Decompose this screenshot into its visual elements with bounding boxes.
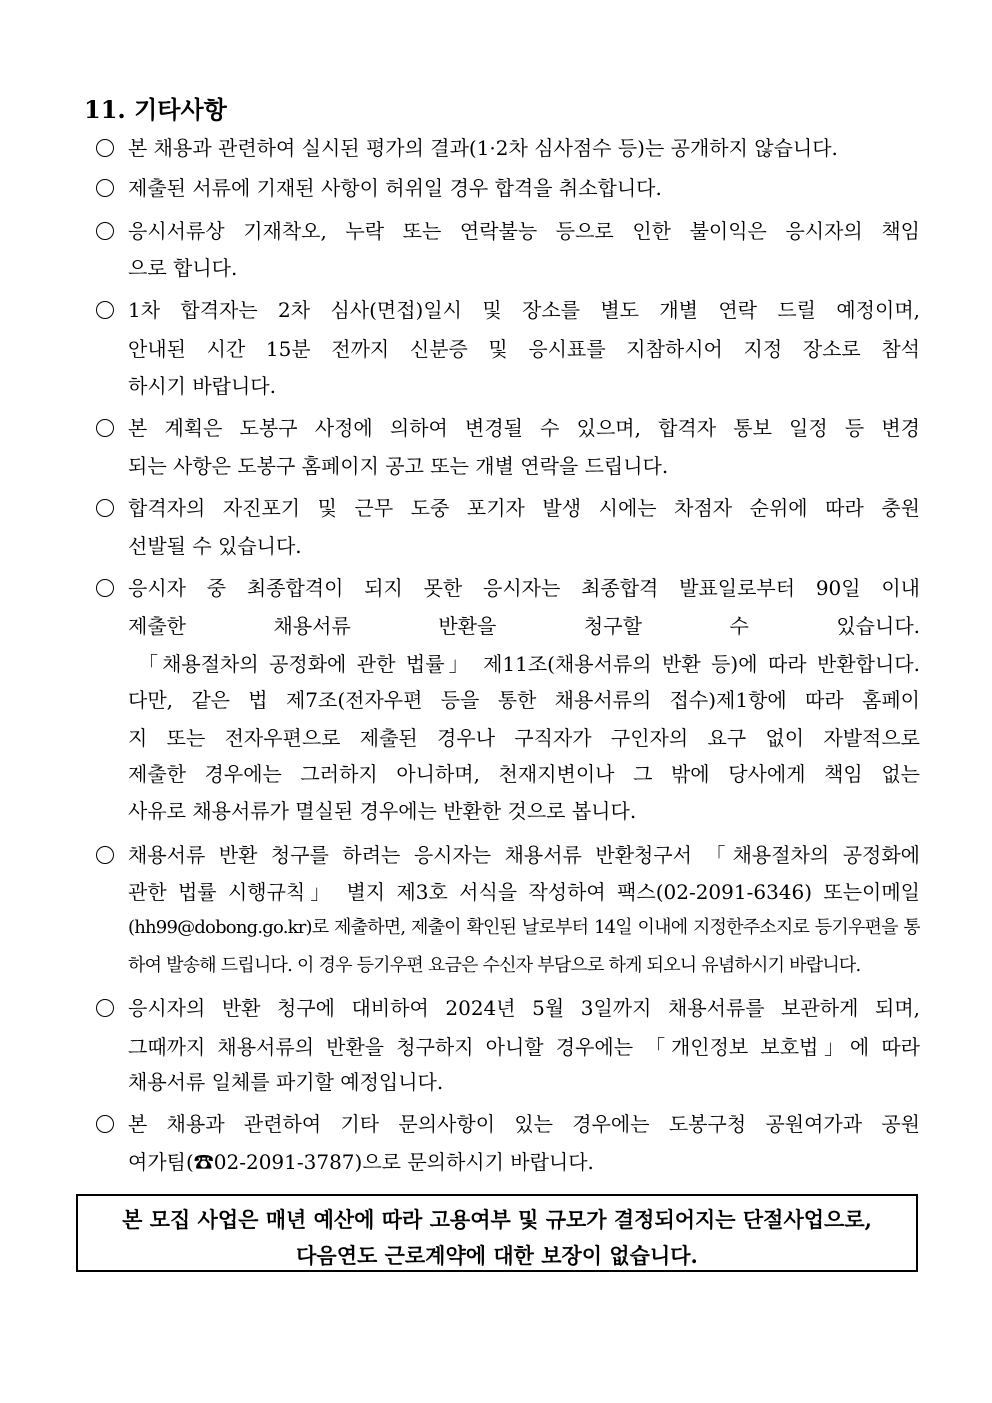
item-line: (hh99@dobong.go.kr)로 제출하면, 제출이 확인된 날로부터 14일 이내에 지정한주소지로 등기우편을 통: [128, 917, 920, 938]
bullet-circle-icon: [96, 301, 114, 319]
item-line: 지 또는 전자우편으로 제출된 경우나 구직자가 구인자의 요구 없이 자발적으로: [128, 726, 920, 750]
item-line: 1차 합격자는 2차 심사(면접)일시 및 장소를 별도 개별 연락 드릴 예정이며,: [128, 298, 920, 322]
bullet-circle-icon: [96, 579, 114, 597]
item-line: 안내된 시간 15분 전까지 신분증 및 응시표를 지참하시어 지정 장소로 참석: [128, 337, 920, 361]
item-line: 응시자 중 최종합격이 되지 못한 응시자는 최종합격 발표일로부터 90일 이내: [128, 576, 920, 600]
item-line: 다만, 같은 법 제7조(전자우편 등을 통한 채용서류의 접수)제1항에 따라 홈페이: [128, 688, 920, 712]
item-line: 채용서류 반환 청구를 하려는 응시자는 채용서류 반환청구서 「채용절차의 공정화에: [128, 843, 920, 867]
bullet-circle-icon: [96, 419, 114, 437]
item-line: 제출한 경우에는 그러하지 아니하며, 천재지변이나 그 밖에 당사에게 책임 없는: [128, 762, 920, 786]
item-line: 「채용절차의 공정화에 관한 법률」 제11조(채용서류의 반환 등)에 따라 반환합니다.: [138, 652, 920, 676]
item-line: 본 채용과 관련하여 실시된 평가의 결과(1·2차 심사점수 등)는 공개하지 않습니다.: [128, 136, 838, 160]
bullet-circle-icon: [96, 222, 114, 240]
notice-line-2: 다음연도 근로계약에 대한 보장이 없습니다.: [296, 1243, 698, 1268]
item-line: 제출한 채용서류 반환을 청구할 수 있습니다.: [128, 614, 920, 638]
section-title: 11. 기타사항: [84, 95, 227, 124]
item-line: 합격자의 자진포기 및 근무 도중 포기자 발생 시에는 차점자 순위에 따라 충원: [128, 496, 920, 520]
bullet-circle-icon: [96, 999, 114, 1017]
item-line: 응시서류상 기재착오, 누락 또는 연락불능 등으로 인한 불이익은 응시자의 책임: [128, 219, 920, 243]
item-line: 응시자의 반환 청구에 대비하여 2024년 5월 3일까지 채용서류를 보관하게 되며,: [128, 996, 920, 1020]
bullet-circle-icon: [96, 139, 114, 157]
item-line: 그때까지 채용서류의 반환을 청구하지 아니할 경우에는 「개인정보 보호법」에 따라: [128, 1035, 920, 1059]
item-line: 제출된 서류에 기재된 사항이 허위일 경우 합격을 취소합니다.: [128, 176, 662, 200]
item-line: 하여 발송해 드립니다. 이 경우 등기우편 요금은 수신자 부담으로 하게 되오니 유념하시기 바랍니다.: [128, 955, 861, 976]
bullet-circle-icon: [96, 1115, 114, 1133]
bullet-circle-icon: [96, 499, 114, 517]
notice-line-1: 본 모집 사업은 매년 예산에 따라 고용여부 및 규모가 결정되어지는 단절사업으로,: [122, 1207, 872, 1232]
item-line: 본 계획은 도봉구 사정에 의하여 변경될 수 있으며, 합격자 통보 일정 등 변경: [128, 416, 920, 440]
item-line: 채용서류 일체를 파기할 예정입니다.: [128, 1070, 444, 1094]
item-line: 되는 사항은 도봉구 홈페이지 공고 또는 개별 연락을 드립니다.: [128, 454, 669, 478]
item-line: 으로 합니다.: [128, 256, 238, 280]
bullet-circle-icon: [96, 179, 114, 197]
notice-box: [76, 1194, 918, 1272]
item-line: 하시기 바랍니다.: [128, 374, 276, 398]
bullet-circle-icon: [96, 846, 114, 864]
item-line: 관한 법률 시행규칙」 별지 제3호 서식을 작성하여 팩스(02-2091-6346) 또는이메일: [128, 880, 920, 904]
item-line: 여가팀(☎02-2091-3787)으로 문의하시기 바랍니다.: [128, 1150, 594, 1174]
item-line: 사유로 채용서류가 멸실된 경우에는 반환한 것으로 봅니다.: [128, 799, 637, 823]
item-line: 선발될 수 있습니다.: [128, 534, 302, 558]
item-line: 본 채용과 관련하여 기타 문의사항이 있는 경우에는 도봉구청 공원여가과 공원: [128, 1112, 920, 1136]
